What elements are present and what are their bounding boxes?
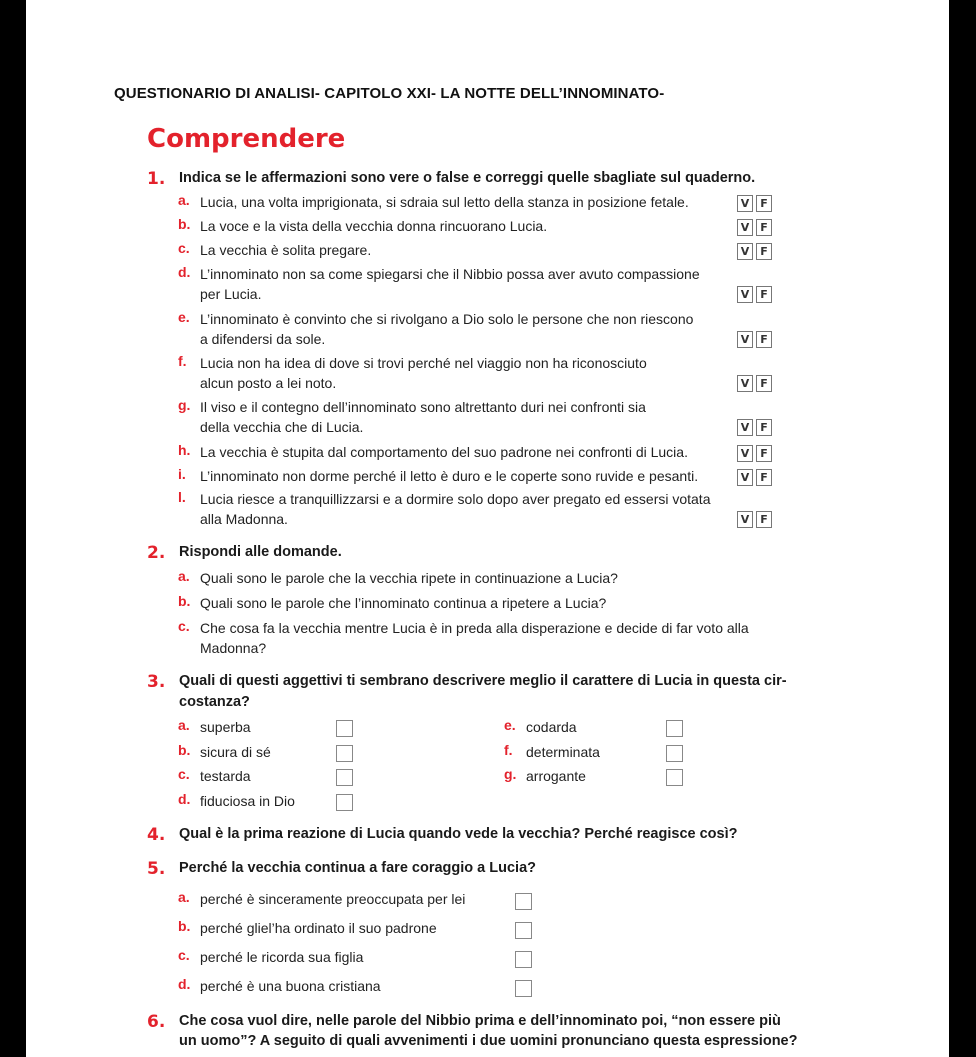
option-label: perché le ricorda sua figlia [200,949,364,965]
item-letter: a. [178,568,190,584]
item-letter: g. [178,397,191,413]
adjective-checkbox[interactable] [336,794,353,811]
section-title: Comprendere [147,124,346,154]
adjective-label: determinata [526,744,600,760]
question-3-number: 3. [147,672,166,692]
adjective-checkbox[interactable] [666,745,683,762]
statement-line2: per Lucia. [200,286,262,302]
item-letter: d. [178,791,191,807]
true-option[interactable]: V [737,331,753,348]
question-2-number: 2. [147,543,166,563]
item-letter: e. [504,717,516,733]
item-letter: f. [504,742,513,758]
option-checkbox[interactable] [515,980,532,997]
item-letter: c. [178,766,190,782]
true-false-selector [737,195,772,212]
question-3-text-line1: Quali di questi aggettivi ti sembrano descrivere meglio il carattere di Lucia in questa cir- [179,673,787,689]
statement-line1: La vecchia è solita pregare. [200,242,372,258]
false-option[interactable]: F [756,219,772,236]
item-letter: l. [178,489,186,505]
true-false-selector [737,419,772,436]
false-option[interactable]: F [756,243,772,260]
item-letter: b. [178,918,191,934]
true-option[interactable]: V [737,195,753,212]
statement-line1: La voce e la vista della vecchia donna rincuorano Lucia. [200,218,548,234]
option-checkbox[interactable] [515,893,532,910]
item-letter: c. [178,947,190,963]
option-label: perché è sinceramente preoccupata per lei [200,891,466,907]
adjective-label: codarda [526,719,577,735]
item-letter: g. [504,766,517,782]
false-option[interactable]: F [756,469,772,486]
true-false-selector [737,511,772,528]
statement-line1: Lucia riesce a tranquillizzarsi e a dormire solo dopo aver pregato ed essersi votata [200,491,711,507]
question-2-text: Rispondi alle domande. [179,544,342,560]
true-option[interactable]: V [737,511,753,528]
true-option[interactable]: V [737,286,753,303]
adjective-label: arrogante [526,768,586,784]
false-option[interactable]: F [756,331,772,348]
item-letter: e. [178,309,190,325]
option-checkbox[interactable] [515,951,532,968]
statement-line1: Il viso e il contegno dell’innominato sono altrettanto duri nei confronti sia [200,399,646,415]
true-false-selector [737,445,772,462]
item-letter: b. [178,216,191,232]
false-option[interactable]: F [756,511,772,528]
item-letter: b. [178,742,191,758]
true-false-selector [737,331,772,348]
option-checkbox[interactable] [515,922,532,939]
false-option[interactable]: F [756,286,772,303]
item-letter: d. [178,264,191,280]
document-title: QUESTIONARIO DI ANALISI- CAPITOLO XXI- LA NOTTE DELL’INNOMINATO- [114,85,665,102]
item-letter: h. [178,442,191,458]
question-4-number: 4. [147,825,166,845]
item-letter: f. [178,353,187,369]
statement-line1: Lucia non ha idea di dove si trovi perché nel viaggio non ha riconosciuto [200,355,647,371]
false-option[interactable]: F [756,195,772,212]
true-false-selector [737,375,772,392]
false-option[interactable]: F [756,375,772,392]
statement-line2: alla Madonna. [200,511,288,527]
adjective-label: fiduciosa in Dio [200,793,295,809]
question-6-text-line1: Che cosa vuol dire, nelle parole del Nibbio prima e dell’innominato poi, “non essere più [179,1013,781,1029]
statement-line1: La vecchia è stupita dal comportamento del suo padrone nei confronti di Lucia. [200,444,688,460]
question-line2: Madonna? [200,640,267,656]
item-letter: i. [178,466,186,482]
question-5-text: Perché la vecchia continua a fare coraggio a Lucia? [179,860,536,876]
question-4-text: Qual è la prima reazione di Lucia quando vede la vecchia? Perché reagisce così? [179,826,738,842]
item-letter: a. [178,192,190,208]
adjective-checkbox[interactable] [336,745,353,762]
statement-line1: Lucia, una volta imprigionata, si sdraia sul letto della stanza in posizione fetale. [200,194,689,210]
adjective-label: sicura di sé [200,744,271,760]
adjective-checkbox[interactable] [666,720,683,737]
statement-line2: della vecchia che di Lucia. [200,419,364,435]
true-option[interactable]: V [737,243,753,260]
true-option[interactable]: V [737,219,753,236]
item-letter: a. [178,889,190,905]
true-option[interactable]: V [737,419,753,436]
item-letter: d. [178,976,191,992]
true-option[interactable]: V [737,445,753,462]
question-6-number: 6. [147,1012,166,1032]
adjective-label: testarda [200,768,251,784]
question-line1: Che cosa fa la vecchia mentre Lucia è in preda alla disperazione e decide di far voto alla [200,620,749,636]
question-6-text-line2: un uomo”? A seguito di quali avvenimenti i due uomini pronunciano questa espressione? [179,1033,798,1049]
statement-line2: a difendersi da sole. [200,331,326,347]
adjective-label: superba [200,719,251,735]
option-label: perché gliel’ha ordinato il suo padrone [200,920,437,936]
adjective-checkbox[interactable] [666,769,683,786]
question-line1: Quali sono le parole che la vecchia ripete in continuazione a Lucia? [200,570,618,586]
statement-line1: L’innominato è convinto che si rivolgano a Dio solo le persone che non riescono [200,311,694,327]
item-letter: b. [178,593,191,609]
true-option[interactable]: V [737,469,753,486]
question-3-text-line2: costanza? [179,694,250,710]
statement-line1: L’innominato non dorme perché il letto è duro e le coperte sono ruvide e pesanti. [200,468,699,484]
true-option[interactable]: V [737,375,753,392]
option-label: perché è una buona cristiana [200,978,381,994]
question-line1: Quali sono le parole che l’innominato continua a ripetere a Lucia? [200,595,607,611]
adjective-checkbox[interactable] [336,769,353,786]
true-false-selector [737,286,772,303]
false-option[interactable]: F [756,419,772,436]
item-letter: a. [178,717,190,733]
adjective-checkbox[interactable] [336,720,353,737]
statement-line1: L’innominato non sa come spiegarsi che il Nibbio possa aver avuto compassione [200,266,700,282]
true-false-selector [737,469,772,486]
question-5-number: 5. [147,859,166,879]
item-letter: c. [178,618,190,634]
question-1-number: 1. [147,169,166,189]
true-false-selector [737,219,772,236]
document-page [26,0,949,1057]
statement-line2: alcun posto a lei noto. [200,375,337,391]
item-letter: c. [178,240,190,256]
false-option[interactable]: F [756,445,772,462]
question-1-text: Indica se le affermazioni sono vere o false e correggi quelle sbagliate sul quaderno. [179,170,756,186]
true-false-selector [737,243,772,260]
